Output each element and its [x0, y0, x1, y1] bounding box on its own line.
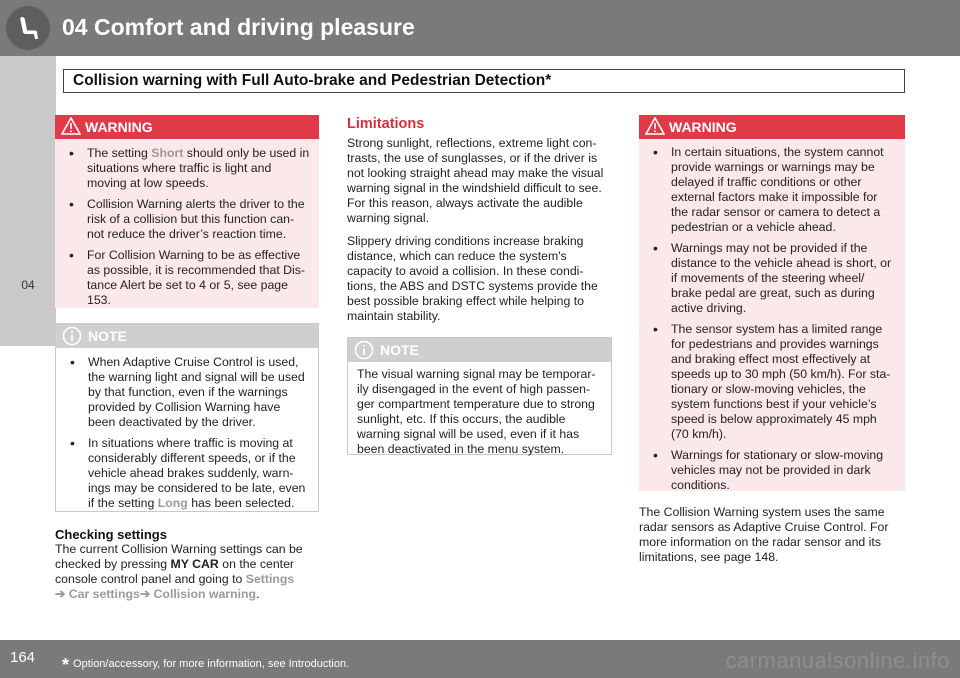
chapter-header: [0, 0, 960, 56]
warning-header: [55, 115, 319, 139]
list-item: • Warnings for stationary or slow-moving vehicles may not be provided in dark conditions.: [645, 448, 897, 493]
list-item: • The sensor system has a limited range for pedestrians and provides warnings and braking effect most effectively at speeds up to 30 mph (50 km/h). For sta-tionary or slow-moving vehicles, the system functions best if your vehicle’s speed is below approximately 45 mph (70 km/h).: [645, 322, 897, 442]
warning-triangle-icon: [645, 117, 665, 135]
warning-triangle-icon: [61, 117, 81, 135]
column-3: [639, 115, 905, 565]
info-icon: [62, 326, 82, 346]
list-item: • In situations where traffic is moving at considerably different speeds, or if the vehicle ahead brakes suddenly, warn-ings may be considered to be late, even if the setting Long has been selected.: [62, 436, 310, 511]
note-label: NOTE: [88, 328, 127, 344]
list-item: • When Adaptive Cruise Control is used, the warning light and signal will be used by that function, even if the warnings provided by Collision Warning have been deactivated by the driver.: [62, 355, 310, 430]
warning-list: [639, 139, 905, 493]
section-title: Collision warning with Full Auto-brake and Pedestrian Detection*: [73, 72, 552, 89]
note-text: The visual warning signal may be temporar-ily disengaged in the event of high passen-ger compartment temperature due to strong sunlight, etc. If this occurs, the audible warning signal will be used, even if it has been deactivated in the menu system.: [357, 367, 596, 456]
list-item: • For Collision Warning to be as effective as possible, it is recommended that Dis-tance Alert be set to 4 or 5, see page 153.: [61, 248, 311, 308]
list-item: • The setting Short should only be used in situations where traffic is light and moving at low speeds.: [61, 146, 311, 191]
checking-text: The current Collision Warning settings can be checked by pressing MY CAR on the center console control panel and going to Settings ➔ Car settings➔ Collision warning.: [55, 542, 303, 601]
warning-box-1: [55, 115, 319, 308]
footnote: * Option/accessory, for more information, see Introduction.: [62, 655, 350, 675]
limitations-heading: Limitations: [347, 116, 425, 132]
limitations-p1: Strong sunlight, reflections, extreme light con-trasts, the use of sunglasses, or if the driver is not looking straight ahead may make the visual warning signal in the windshield difficult to see. For this reason, always activate the audible warning signal.: [347, 136, 604, 225]
list-item: • Warnings may not be provided if the distance to the vehicle ahead is short, or if movements of the steering wheel/ brake pedal are great, such as during active driving.: [645, 241, 897, 316]
checking-heading: Checking settings: [55, 527, 167, 542]
warning-label: WARNING: [85, 119, 153, 135]
chapter-title: 04 Comfort and driving pleasure: [62, 14, 415, 40]
info-icon: [354, 340, 374, 360]
page-number: 164: [10, 649, 36, 666]
limitations-p2: Slippery driving conditions increase braking distance, which can reduce the system's capacity to avoid a collision. In these condi-tions, the ABS and DSTC systems provide the best possible braking effect while helping to maintain stability.: [347, 234, 598, 323]
chapter-sidebar: [0, 56, 56, 346]
chapter-tab: 04: [21, 278, 35, 292]
note-header: [56, 324, 318, 348]
list-item: • Collision Warning alerts the driver to the risk of a collision but this function can-not reduce the driver’s reaction time.: [61, 197, 311, 242]
column-1: [55, 115, 319, 602]
warning-header: [639, 115, 905, 139]
checking-settings: [55, 527, 319, 602]
section-bar: [63, 69, 905, 93]
seat-icon: [6, 6, 50, 50]
warning-list: [55, 139, 319, 308]
column-2: [347, 116, 612, 455]
warning-box-2: [639, 115, 905, 491]
list-item: • In certain situations, the system cannot provide warnings or warnings may be delayed if traffic conditions or other external factors make it impossible for the radar sensor or camera to detect a pedestrian or a vehicle ahead.: [645, 145, 897, 235]
watermark: carmanualsonline.info: [725, 648, 950, 673]
note-box-1: [55, 323, 319, 512]
radar-info-text: The Collision Warning system uses the same radar sensors as Adaptive Cruise Control. For more information on the radar sensor and its limitations, see page 148.: [639, 505, 889, 564]
note-list: [56, 348, 318, 511]
note-box-2: [347, 337, 612, 455]
note-label: NOTE: [380, 342, 419, 358]
note-header: [348, 338, 611, 362]
warning-label: WARNING: [669, 119, 737, 135]
